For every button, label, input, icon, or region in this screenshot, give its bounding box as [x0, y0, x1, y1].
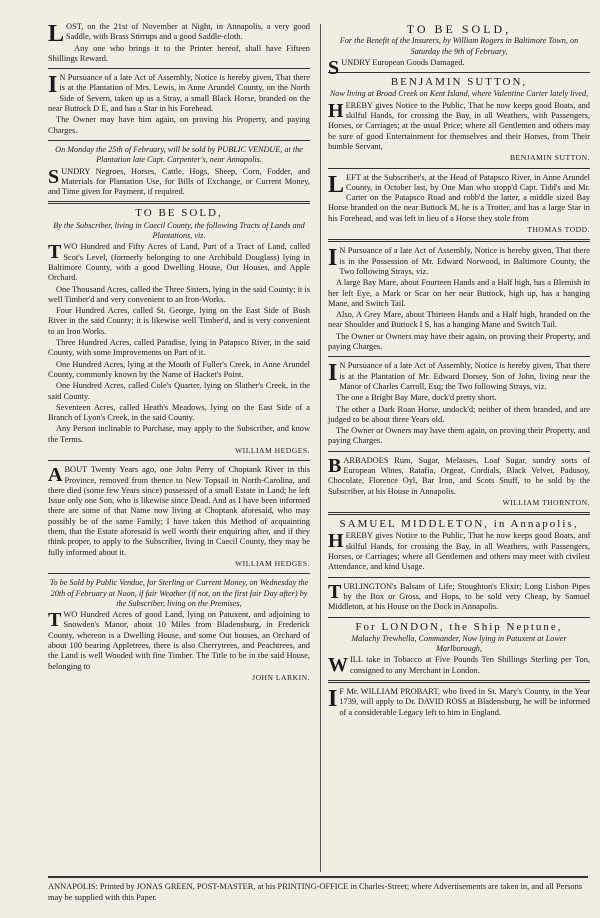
advertisement-for-london	[328, 622, 590, 676]
drop-capital: I	[48, 72, 58, 99]
ad-heading: BENJAMIN SUTTON,	[390, 76, 528, 89]
ad-paragraph	[328, 246, 590, 277]
ad-heading: TO BE SOLD,	[406, 22, 512, 36]
advertisement-stray-norwood	[328, 246, 590, 352]
ad-paragraph: Seventeen Acres, called Heath's Meadows, lying on the East Side of a Branch of Lyon's Creek, in the said County.	[48, 402, 310, 423]
printer-imprint: ANNAPOLIS: Printed by JONAS GREEN, POST-MASTER, at his PRINTING-OFFICE in Charles-Street; where Advertisements are taken in, and all Persons may be supplied with this Paper.	[48, 876, 588, 903]
advertisement-stray-patapsco	[328, 173, 590, 236]
ad-signature: WILLIAM THORNTON.	[502, 497, 590, 507]
ad-separator	[48, 460, 310, 461]
paragraph-text: N Pursuance of a late Act of Assembly, Notice is hereby given, That there is in the Possession of Mr. Edward Norwood, in Baltimore County, the Two following Strays, viz.	[339, 246, 590, 276]
ad-paragraph	[48, 242, 310, 283]
left-column	[48, 22, 310, 685]
paragraph-text: UNDRY Negroes, Horses, Cattle, Hogs, Sheep, Corn, Fodder, and Materials for Plantation Use, for Bills of Exchange, or Current Money, and Time given for Payment, if required.	[48, 166, 310, 197]
drop-capital: A	[48, 464, 63, 487]
advertisement-turlington	[328, 582, 590, 613]
ad-signature: WILLIAM HEDGES.	[235, 558, 310, 568]
paragraph-text: N Pursuance of a late Act of Assembly, Notice is hereby given, That there is at the Plantation of Mr. Edward Dorsey, Son of John, living near the Manor of Charles Carroll, Esq; the Two following Strays, viz.	[339, 361, 590, 391]
paragraph-text: OST, on the 21st of November at Night, in Annapolis, a very good Saddle, with Brass Stirrups and a good Saddle-cloth.	[66, 22, 310, 42]
ad-paragraph	[328, 101, 590, 152]
ad-paragraph: One Hundred Acres, lying at the Mouth of Fuller's Creek, in Anne Arundel County, commonly known by the Name of Hacket's Point.	[48, 359, 310, 379]
ad-separator	[48, 140, 310, 141]
ad-paragraph: The other a Dark Roan Horse, undock'd; neither of them branded, and are judged to be about three Years old.	[328, 404, 590, 424]
ad-heading: SAMUEL MIDDLETON, in Annapolis,	[339, 518, 579, 531]
paragraph-text: EFT at the Subscriber's, at the Head of Patapsco River, in Anne Arundel County, in October last, by One Man who stopp'd Capt. Tidd's and Mr. Carter on the Patapsco Road and robb'd the latter, a middle sized Bay Horse branded on the near Buttock M, he is a Trotter, and has a large Star in his Forehead, and was left in lieu of a Horse they stole from	[328, 172, 590, 223]
drop-capital: S	[328, 56, 340, 79]
ad-subheading: By the Subscriber, living in Caecil County, the following Tracts of Lands and Plantations, viz.	[53, 220, 305, 241]
ad-signature: BENJAMIN SUTTON.	[509, 153, 590, 163]
ad-separator	[328, 239, 590, 242]
paragraph-text: UNDRY European Goods Damaged.	[341, 57, 465, 67]
ad-paragraph	[48, 167, 310, 198]
advertisement-to-be-sold-rogers	[328, 22, 590, 79]
ad-paragraph	[48, 465, 310, 558]
ad-signature: WILLIAM HEDGES.	[235, 445, 310, 455]
ad-paragraph	[328, 582, 590, 613]
advertisement-stray-dorsey	[328, 361, 590, 446]
advertisement-public-vendue-carpenter	[48, 145, 310, 197]
drop-capital: I	[328, 360, 338, 387]
ad-separator	[328, 617, 590, 618]
ad-paragraph: Also, A Grey Mare, about Thirteen Hands and a Half high, branded on the near Shoulder and Buttock I S, has a hanging Mane and Switch Tail.	[328, 310, 590, 330]
drop-capital: S	[48, 165, 60, 188]
ad-separator	[48, 201, 310, 204]
ad-paragraph	[328, 531, 590, 572]
ad-subheading: To be Sold by Public Vendue, for Sterling or Current Money, on Wednesday the 20th of February at Noon, if fair Weather (if not, on the first fair Day after) by the Subscriber, living on the Premises,	[49, 578, 309, 608]
paragraph-text: EREBY gives Notice to the Public, That he now keeps good Boats, and skilful Hands, for crossing the Bay, in all Weathers, with Passengers, Horses, or Carriages; at the usual Price; where all Gentlemen and others may be sure of good Entertainment for themselves and their Horses, from Their humble Servant,	[328, 100, 590, 151]
paragraph-text: ILL take in Tobacco at Five Pounds Ten Shillings Sterling per Ton, consigned to any Merchant in London.	[350, 655, 590, 675]
ad-paragraph: The Owner may have him again, on proving his Property, and paying Charges.	[48, 115, 310, 135]
paragraph-text: N Pursuance of a late Act of Assembly, Notice is hereby given, That there is at the Plantation of Mrs. Lewis, in Anne Arundel County, on the North Side of Severn, taken up as a Stray, a small Black Horse, branded on the near Buttock D E, and has a Star in his Forehead.	[48, 73, 310, 114]
ad-signature: JOHN LARKIN.	[252, 672, 310, 682]
drop-capital: L	[48, 21, 65, 47]
ad-heading: TO BE SOLD,	[135, 207, 223, 220]
drop-capital: T	[328, 580, 342, 603]
ad-paragraph: Any Person inclinable to Purchase, may apply to the Subscriber, and know the Terms.	[48, 424, 310, 444]
ad-paragraph: Any one who brings it to the Printer hereof, shall have Fifteen Shillings Reward.	[48, 43, 310, 63]
ad-subheading: Malachy Trewhella, Commander, Now lying in Patuxent at Lower Marlborough,	[351, 633, 567, 654]
ad-subheading: On Monday the 25th of February, will be sold by PUBLIC VENDUE, at the Plantation late Capt. Carpenter's, near Annapolis.	[55, 144, 303, 165]
drop-capital: L	[328, 171, 345, 198]
ad-paragraph: Three Hundred Acres, called Paradise, lying in Patapsco River, in the said County, with some Improvements on Part of it.	[48, 338, 310, 358]
ad-separator	[328, 451, 590, 452]
advertisement-barbadoes-rum	[328, 456, 590, 508]
drop-capital: I	[328, 686, 338, 713]
advertisement-william-probart	[328, 687, 590, 718]
drop-capital: T	[48, 609, 62, 632]
paragraph-text: BOUT Twenty Years ago, one John Perry of Choptank River in this Province, removed from thence to New Topsail in North-Carolina, and there died (some few Years since) possessed of a small Estate in Land; he left Issue only one Son, who is likewise since Dead. And as I have been informed there are some of that Name now living at Choptank aforesaid, who may possibly be of the same Family; I have taken this Method of acquainting them, that the Estate aforesaid is well worth their enquiring after, and if they think proper, to apply to the Subscriber, living in Caecil County, they may be fully informed about it.	[48, 465, 310, 557]
ad-paragraph: The Owner or Owners may have them again, on proving their Property, and paying Charges.	[328, 426, 590, 446]
drop-capital: H	[328, 99, 344, 122]
ad-separator	[328, 577, 590, 578]
ad-separator	[328, 680, 590, 683]
drop-capital: W	[328, 654, 348, 677]
paragraph-text: EREBY gives Notice to the Public, That he now keeps good Boats, and skilful Hands, for crossing the Bay, in all Weathers, with Passengers, Horses, or Carriages; where all Gentlemen and others may meet with civilest Attendance, and kind Usage.	[328, 531, 590, 572]
paragraph-text: WO Hundred Acres of good Land, lying on Patuxent, and adjoining to Snowden's Manor, about 10 Miles from Bladensburg, in Frederick County, whereon is a Dwelling House, and some Out houses, an Orchard of about 100 bearing Appletrees, there is also Cherrytrees, and Peachtrees, and the Land is well Wooded with fine Timber. The Title to be in the said House, belonging to	[48, 610, 310, 671]
ad-signature: THOMAS TODD.	[527, 225, 590, 235]
ad-paragraph	[328, 687, 590, 718]
ad-separator	[48, 573, 310, 574]
ad-paragraph	[328, 173, 590, 224]
advertisement-lost-saddle	[48, 22, 310, 64]
advertisement-to-be-sold-cecil	[48, 208, 310, 456]
drop-capital: T	[48, 241, 62, 264]
ad-paragraph: A large Bay Mare, about Fourteen Hands and a Half high, has a Blemish in her left Eye, a Mark or Scar on her near Buttock, high up, has a hanging Mane, and Switch Tail.	[328, 278, 590, 308]
advertisement-john-perry	[48, 465, 310, 569]
advertisement-benjamin-sutton	[328, 77, 590, 163]
advertisement-patuxent-land	[48, 578, 310, 683]
drop-capital: H	[328, 530, 344, 553]
ad-paragraph: One Thousand Acres, called the Three Sisters, lying in the said County; it is well Timber'd and very convenient to an Iron-Works.	[48, 284, 310, 304]
paragraph-text: WO Hundred and Fifty Acres of Land, Part of a Tract of Land, called Scot's Level, (formerly belonging to one Archibald Douglass) lying in Baltimore County, with a good Dwelling House, Out Houses, and Apple Orchard.	[48, 242, 310, 283]
advertisement-stray-horse-lewis	[48, 73, 310, 136]
ad-subheading: Now living at Broad Creek on Kent Island, where Valentine Carter lately lived,	[329, 89, 589, 99]
paragraph-text: F Mr. WILLIAM PROBART, who lived in St. Mary's County, in the Year 1739, will apply to Dr. DAVID ROSS at Bladensburg, he will be informed of a considerable Legacy left to him in England.	[339, 687, 590, 717]
ad-heading: For LONDON, the Ship Neptune,	[355, 620, 563, 633]
drop-capital: I	[328, 245, 338, 272]
ad-separator	[328, 356, 590, 357]
ad-paragraph	[48, 21, 310, 47]
drop-capital: B	[328, 454, 342, 477]
right-column	[328, 22, 590, 720]
ad-separator	[48, 68, 310, 69]
paragraph-text: URLINGTON's Balsam of Life; Stoughton's Elixir; Long Lisbon Pipes by the Box or Gross, and Hops, to be sold very Cheap, by Samuel Middleton, at his House on the Dock in Annapolis.	[328, 581, 590, 612]
ad-paragraph	[48, 73, 310, 114]
ad-paragraph: The Owner or Owners may have their again, on proving their Property, and paying Charges.	[328, 331, 590, 352]
ad-separator	[328, 72, 590, 73]
ad-separator	[328, 512, 590, 515]
ad-paragraph	[328, 655, 590, 676]
ad-paragraph	[328, 456, 590, 497]
ad-paragraph: The one a Bright Bay Mare, dock'd pretty short.	[336, 393, 497, 403]
ad-paragraph	[328, 361, 590, 392]
ad-separator	[328, 168, 590, 169]
ad-paragraph	[48, 610, 310, 672]
ad-paragraph	[328, 56, 590, 79]
ad-subheading: For the Benefit of the Insurers, by William Rogers in Baltimore Town, on Saturday the 9th of February,	[339, 36, 579, 56]
column-divider	[320, 24, 321, 872]
paragraph-text: ARBADOES Rum, Sugar, Melasses, Loaf Sugar, sundry sorts of European Wines, Ratafia, Orgeat, Cordials, Black Velvet, Padusoy, Chocolate, Florence Oyl, Bar Iron, and Scots Snuff, to be sold by the Subscriber, at his House in Annapolis.	[328, 455, 590, 496]
ad-paragraph: Four Hundred Acres, called St. George, lying on the East Side of Bush River in the said County; it is likewise well Timber'd, and is very convenient to an Iron Works.	[48, 306, 310, 336]
ad-paragraph: One Hundred Acres, called Cole's Quarter, lying on Slather's Creek, in the said County.	[48, 381, 310, 401]
advertisement-samuel-middleton	[328, 519, 590, 572]
